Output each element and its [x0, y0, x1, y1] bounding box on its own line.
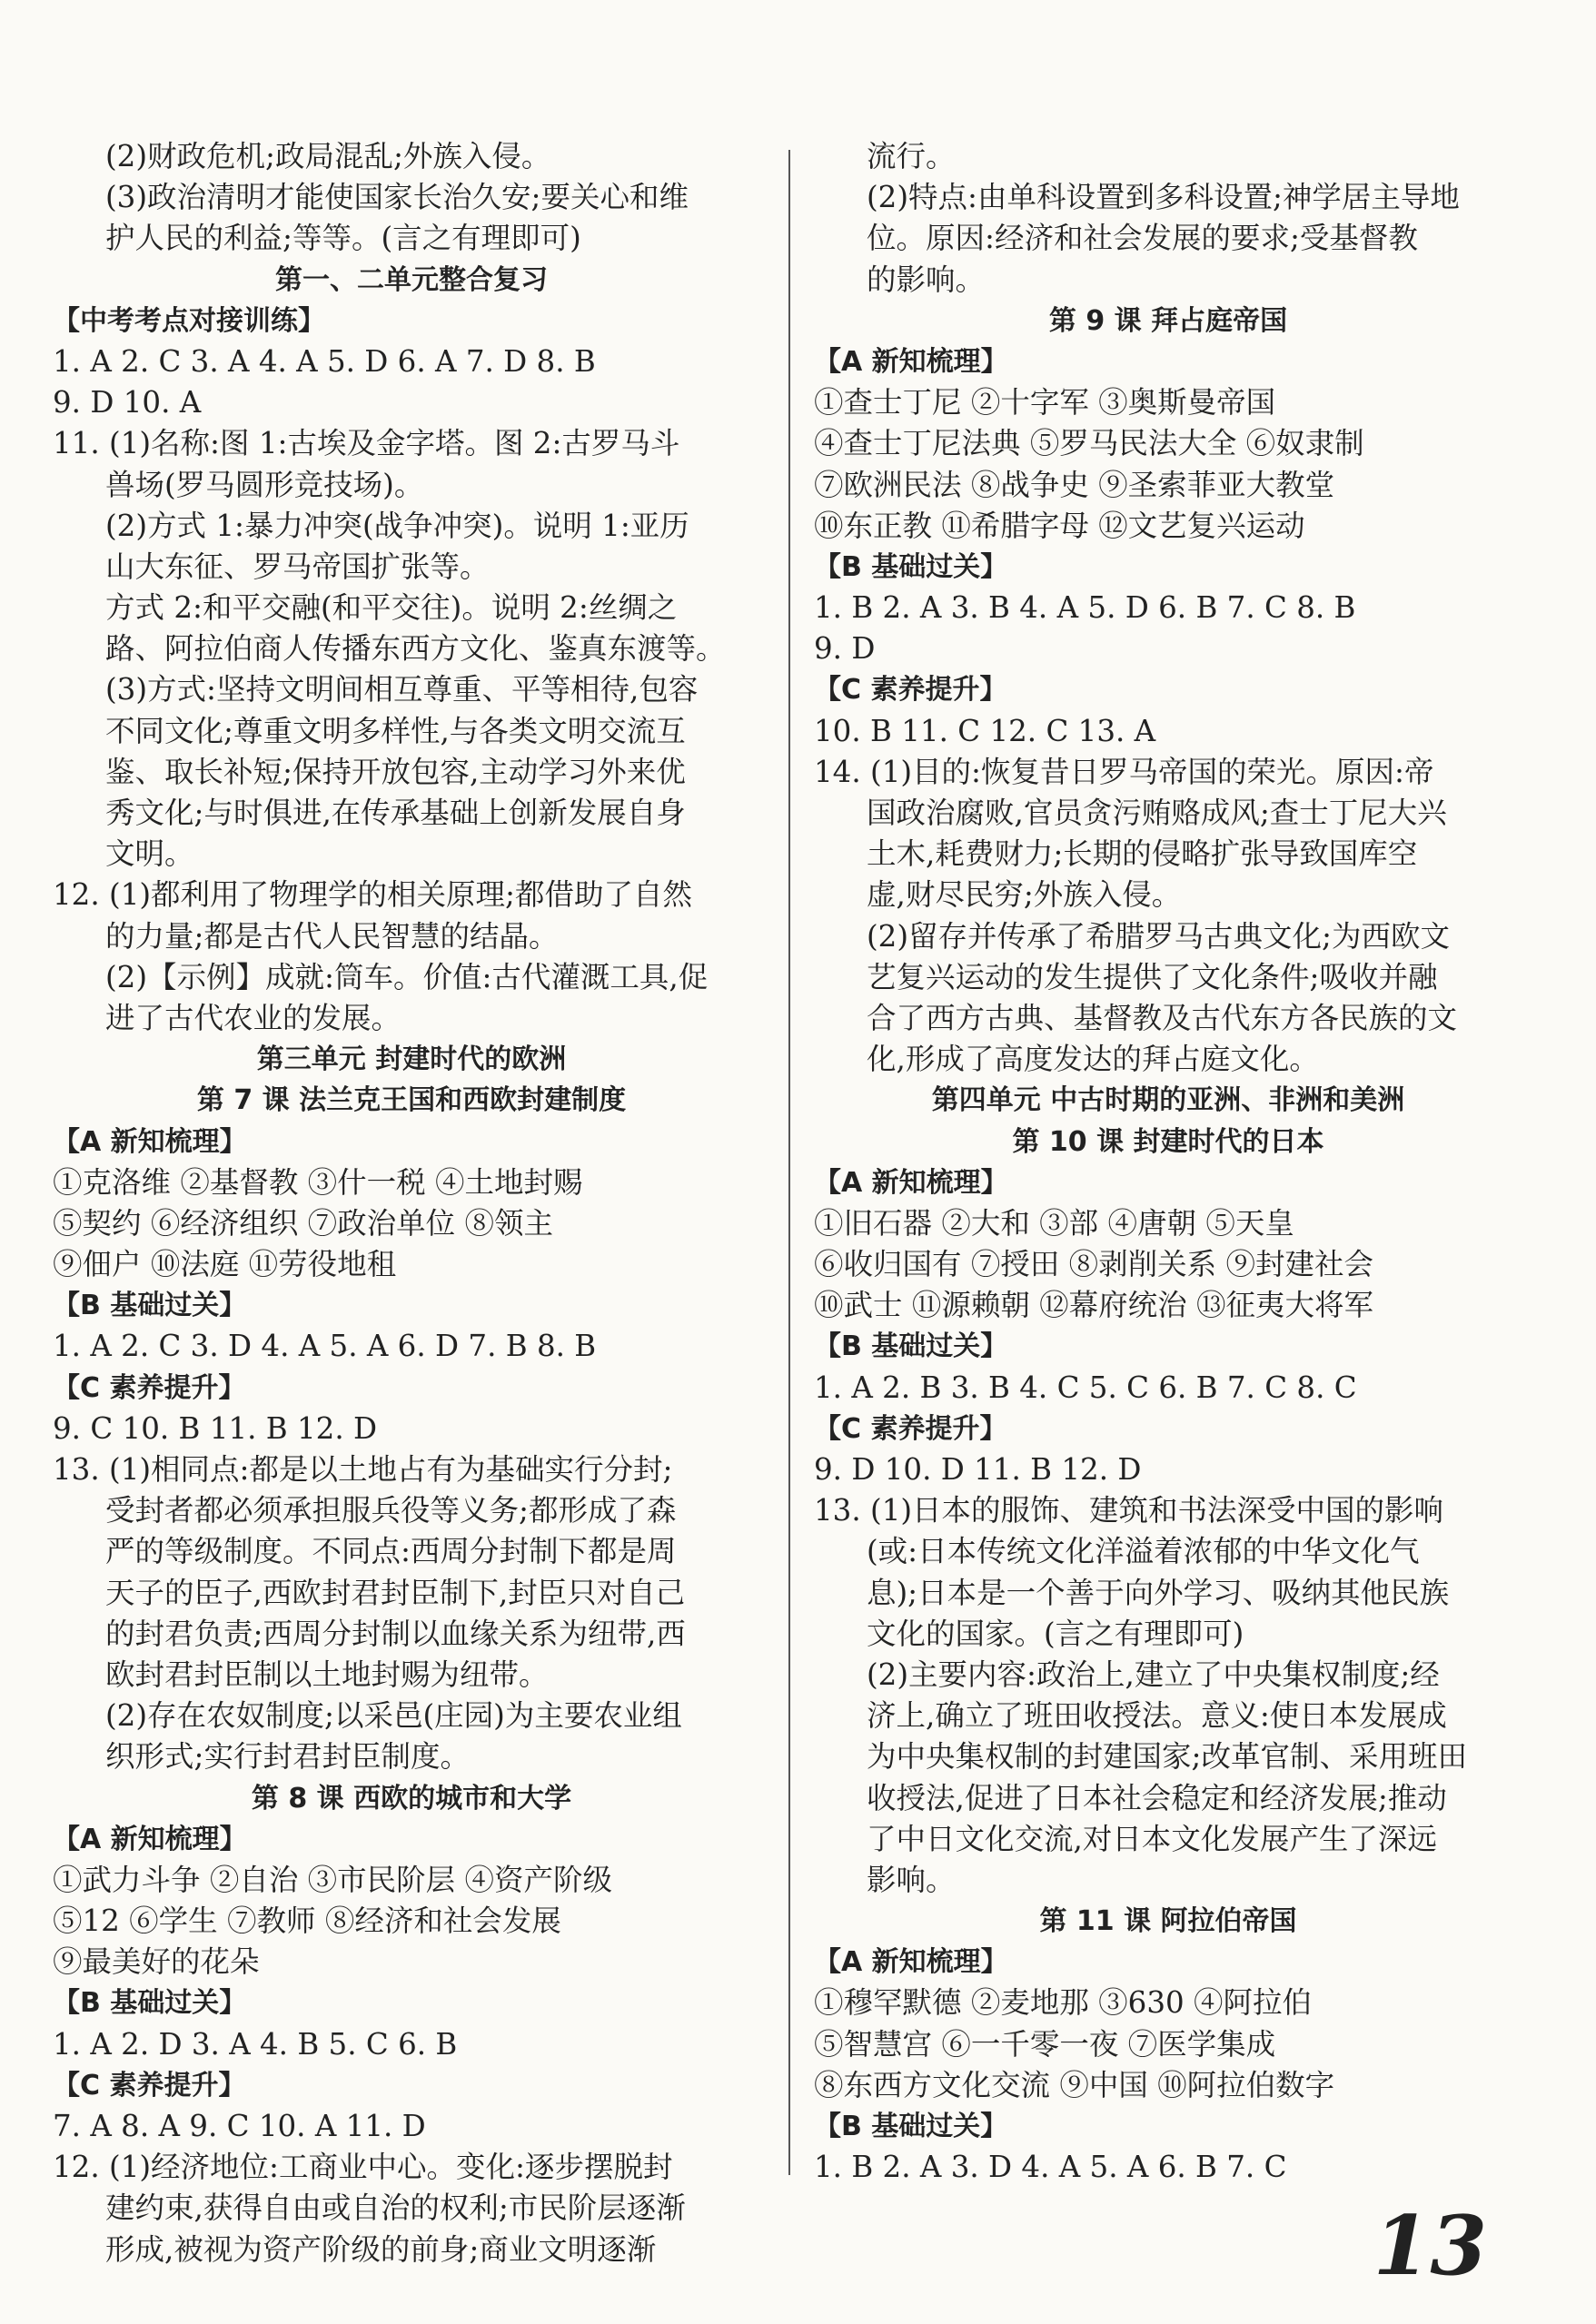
subsection-label: 【C 素养提升】 [814, 1412, 1007, 1445]
text-line: 建约束,获得自由或自治的权利;市民阶层逐渐 [105, 2190, 686, 2226]
text-line: ⑨佃户 ⑩法庭 ⑪劳役地租 [53, 1247, 397, 1282]
text-line: 1. A 2. B 3. B 4. C 5. C 6. B 7. C 8. C [814, 1370, 1357, 1405]
text-line: 9. C 10. B 11. B 12. D [53, 1410, 378, 1446]
text-line: 9. D 10. A [53, 385, 202, 420]
text-line: 位。原因:经济和社会发展的要求;受基督教 [867, 221, 1418, 256]
text-line: ⑦欧洲民法 ⑧战争史 ⑨圣索菲亚大教堂 [814, 467, 1335, 502]
text-line: 息);日本是一个善于向外学习、吸纳其他民族 [867, 1575, 1450, 1610]
text-line: (或:日本传统文化洋溢着浓郁的中华文化气 [867, 1534, 1420, 1569]
text-line: 不同文化;尊重文明多样性,与各类文明交流互 [105, 713, 686, 748]
text-line: 的影响。 [867, 262, 986, 297]
text-line: ④查士丁尼法典 ⑤罗马民法大全 ⑥奴隶制 [814, 426, 1364, 461]
text-line: ①武力斗争 ②自治 ③市民阶层 ④资产阶级 [53, 1862, 612, 1897]
text-line: 14. (1)目的:恢复昔日罗马帝国的荣光。原因:帝 [814, 754, 1434, 789]
subsection-label: 【B 基础过关】 [53, 1290, 247, 1322]
text-line: (3)政治清明才能使国家长治久安;要关心和维 [105, 180, 689, 215]
text-line: ①查士丁尼 ②十字军 ③奥斯曼帝国 [814, 385, 1276, 420]
text-line: ⑤智慧宫 ⑥一千零一夜 ⑦医学集成 [814, 2026, 1276, 2062]
text-line: 了中日文化交流,对日本文化发展产生了深远 [867, 1821, 1437, 1856]
text-line: 形成,被视为资产阶级的前身;商业文明逐渐 [105, 2231, 657, 2267]
text-line: 12. (1)经济地位:工商业中心。变化:逐步摆脱封 [53, 2150, 673, 2185]
text-line: ⑥收归国有 ⑦授田 ⑧剥削关系 ⑨封建社会 [814, 1247, 1373, 1282]
text-line: (3)方式:坚持文明间相互尊重、平等相待,包容 [105, 672, 699, 707]
text-line: (2)【示例】成就:筒车。价值:古代灌溉工具,促 [105, 959, 709, 994]
subsection-label: 【A 新知梳理】 [53, 1125, 247, 1158]
text-line: 艺复兴运动的发生提供了文化条件;吸收并融 [867, 959, 1438, 994]
subsection-label: 【中考考点对接训练】 [53, 304, 325, 337]
text-line: 12. (1)都利用了物理学的相关原理;都借助了自然 [53, 877, 693, 913]
text-line: ①旧石器 ②大和 ③部 ④唐朝 ⑤天皇 [814, 1205, 1294, 1241]
text-line: 影响。 [867, 1862, 956, 1897]
text-line: (2)留存并传承了希腊罗马古典文化;为西欧文 [867, 918, 1450, 954]
text-line: 山大东征、罗马帝国扩张等。 [105, 549, 490, 584]
subsection-label: 【C 素养提升】 [53, 1371, 246, 1404]
section-heading: 第三单元 封建时代的欧洲 [256, 1043, 567, 1076]
text-line: 进了古代农业的发展。 [105, 1000, 401, 1035]
text-line: 的力量;都是古代人民智慧的结晶。 [105, 918, 559, 954]
subsection-label: 【B 基础过关】 [814, 2111, 1008, 2142]
text-line: (2)财政危机;政局混乱;外族入侵。 [105, 139, 551, 173]
text-line: ⑨最美好的花朵 [53, 1944, 260, 1980]
text-line: 受封者都必须承担服兵役等义务;都形成了森 [105, 1493, 677, 1528]
text-line: 流行。 [867, 139, 956, 173]
text-line: 兽场(罗马圆形竞技场)。 [105, 467, 424, 502]
section-heading: 第 8 课 西欧的城市和大学 [251, 1782, 572, 1815]
text-line: 收授法,促进了日本社会稳定和经济发展;推动 [867, 1780, 1447, 1815]
text-line: 路、阿拉伯商人传播东西方文化、鉴真东渡等。 [105, 631, 726, 667]
subsection-label: 【A 新知梳理】 [814, 345, 1008, 378]
text-line: (2)方式 1:暴力冲突(战争冲突)。说明 1:亚历 [105, 508, 689, 543]
subsection-label: 【A 新知梳理】 [814, 1166, 1008, 1199]
subsection-label: 【A 新知梳理】 [814, 1946, 1008, 1979]
text-line: 欧封君封臣制以土地封赐为纽带。 [105, 1656, 549, 1692]
text-line: 1. A 2. C 3. D 4. A 5. A 6. D 7. B 8. B [53, 1329, 597, 1364]
text-line: 织形式;实行封君封臣制度。 [105, 1739, 470, 1775]
text-line: 土木,耗费财力;长期的侵略扩张导致国库空 [867, 836, 1418, 872]
text-line: 文化的国家。(言之有理即可) [867, 1616, 1244, 1651]
text-line: ⑩武士 ⑪源赖朝 ⑫幕府统治 ⑬征夷大将军 [814, 1288, 1373, 1323]
text-line: 1. B 2. A 3. D 4. A 5. A 6. B 7. C [814, 2150, 1287, 2185]
text-line: 7. A 8. A 9. C 10. A 11. D [53, 2109, 426, 2143]
page-number: 13 [1373, 2198, 1487, 2294]
text-line: 1. B 2. A 3. B 4. A 5. D 6. B 7. C 8. B [814, 590, 1356, 626]
section-heading: 第 9 课 拜占庭帝国 [1048, 304, 1288, 337]
text-line: ⑤契约 ⑥经济组织 ⑦政治单位 ⑧领主 [53, 1205, 553, 1241]
column-divider [788, 150, 790, 2175]
section-heading: 第四单元 中古时期的亚洲、非洲和美洲 [931, 1084, 1405, 1117]
text-line: 10. B 11. C 12. C 13. A [814, 713, 1156, 748]
text-line: 1. A 2. D 3. A 4. B 5. C 6. B [53, 2026, 458, 2062]
text-line: 合了西方古典、基督教及古代东方各民族的文 [867, 1000, 1458, 1035]
section-heading: 第一、二单元整合复习 [275, 263, 548, 296]
text-line: ①穆罕默德 ②麦地那 ③630 ④阿拉伯 [814, 1985, 1313, 2021]
section-heading: 第 7 课 法兰克王国和西欧封建制度 [196, 1084, 627, 1117]
text-line: 秀文化;与时俱进,在传承基础上创新发展自身 [105, 796, 686, 830]
right-column [814, 136, 1522, 2188]
subsection-label: 【B 基础过关】 [814, 1330, 1008, 1363]
text-line: 13. (1)日本的服饰、建筑和书法深受中国的影响 [814, 1493, 1444, 1528]
text-line: 1. A 2. C 3. A 4. A 5. D 6. A 7. D 8. B [53, 343, 596, 379]
subsection-label: 【A 新知梳理】 [53, 1823, 247, 1855]
section-heading: 第 11 课 阿拉伯帝国 [1039, 1905, 1297, 1938]
text-line: ①克洛维 ②基督教 ③什一税 ④土地封赐 [53, 1164, 583, 1200]
text-line: 13. (1)相同点:都是以土地占有为基础实行分封; [53, 1452, 673, 1487]
text-line: 国政治腐败,官员贪污贿赂成风;查士丁尼大兴 [867, 796, 1447, 830]
text-line: 鉴、取长补短;保持开放包容,主动学习外来优 [105, 754, 686, 789]
left-column [53, 136, 770, 2270]
text-line: 济上,确立了班田收授法。意义:使日本发展成 [867, 1698, 1447, 1734]
text-line: 9. D 10. D 11. B 12. D [814, 1452, 1142, 1487]
subsection-label: 【B 基础过关】 [814, 550, 1008, 583]
text-line: 的封君负责;西周分封制以血缘关系为纽带,西 [105, 1616, 686, 1651]
text-line: ⑧东西方文化交流 ⑨中国 ⑩阿拉伯数字 [814, 2067, 1335, 2102]
text-line: 天子的臣子,西欧封君封臣制下,封臣只对自己 [105, 1575, 686, 1610]
text-line: 护人民的利益;等等。(言之有理即可) [105, 221, 581, 256]
text-line: (2)主要内容:政治上,建立了中央集权制度;经 [867, 1656, 1440, 1692]
text-line: 化,形成了高度发达的拜占庭文化。 [867, 1042, 1319, 1077]
subsection-label: 【C 素养提升】 [53, 2069, 246, 2101]
text-line: ⑩东正教 ⑪希腊字母 ⑫文艺复兴运动 [814, 508, 1305, 543]
section-heading: 第 10 课 封建时代的日本 [1012, 1125, 1324, 1158]
text-line: (2)特点:由单科设置到多科设置;神学居主导地 [867, 180, 1460, 215]
subsection-label: 【B 基础过关】 [53, 1987, 247, 2020]
text-line: ⑤12 ⑥学生 ⑦教师 ⑧经济和社会发展 [53, 1904, 561, 1939]
text-line: 方式 2:和平交融(和平交往)。说明 2:丝绸之 [105, 590, 678, 626]
text-line: 严的等级制度。不同点:西周分封制下都是周 [105, 1534, 677, 1569]
text-line: 9. D [814, 631, 876, 667]
text-line: 文明。 [105, 836, 194, 872]
text-line: 11. (1)名称:图 1:古埃及金字塔。图 2:古罗马斗 [53, 426, 680, 461]
text-line: (2)存在农奴制度;以采邑(庄园)为主要农业组 [105, 1698, 682, 1734]
text-line: 虚,财尽民穷;外族入侵。 [867, 877, 1182, 913]
text-line: 为中央集权制的封建国家;改革官制、采用班田 [867, 1739, 1467, 1775]
subsection-label: 【C 素养提升】 [814, 674, 1007, 707]
